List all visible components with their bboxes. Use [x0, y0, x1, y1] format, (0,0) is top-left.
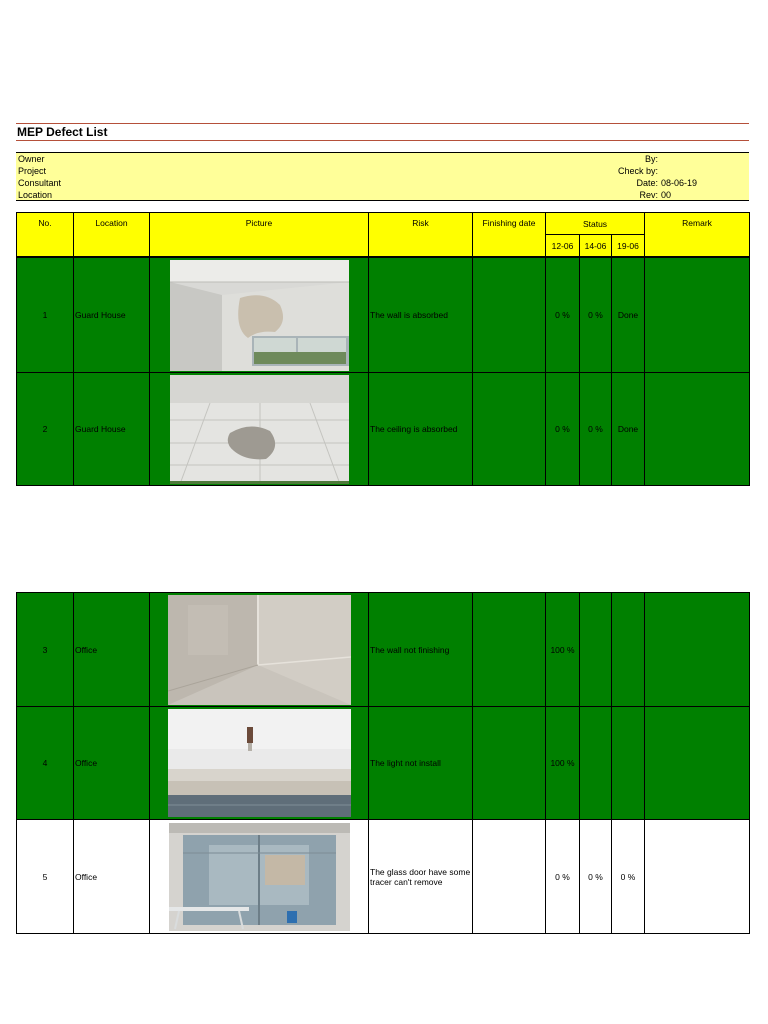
- row-status-3: 0 %: [612, 820, 645, 934]
- owner-label: Owner: [18, 154, 45, 164]
- header-remark: Remark: [645, 213, 750, 257]
- row-location: Office: [74, 593, 150, 707]
- row-remark: [645, 707, 750, 820]
- date-label: Date:: [636, 178, 658, 188]
- table-row: [17, 820, 750, 934]
- header-status-date-2: 14-06: [580, 235, 612, 257]
- row-finishing-date: [473, 820, 546, 934]
- row-no: 5: [17, 820, 74, 934]
- header-picture: Picture: [150, 213, 369, 257]
- row-location: Guard House: [74, 373, 150, 486]
- defect-table-header: [16, 212, 750, 257]
- row-status-2: 0 %: [580, 820, 612, 934]
- row-status-2: 0 %: [580, 373, 612, 486]
- row-location: Guard House: [74, 258, 150, 373]
- row-no: 3: [17, 593, 74, 707]
- row-remark: [645, 258, 750, 373]
- row-status-3: [612, 593, 645, 707]
- row-risk: The wall not finishing: [369, 593, 473, 707]
- row-status-1: 100 %: [546, 707, 580, 820]
- row-status-1: 100 %: [546, 593, 580, 707]
- ceiling-stain-photo: [170, 375, 349, 484]
- header-risk: Risk: [369, 213, 473, 257]
- row-status-1: 0 %: [546, 820, 580, 934]
- row-risk: The light not install: [369, 707, 473, 820]
- row-finishing-date: [473, 373, 546, 486]
- row-no: 4: [17, 707, 74, 820]
- wall-stain-photo: [170, 260, 349, 371]
- header-no: No.: [17, 213, 74, 257]
- row-remark: [645, 373, 750, 486]
- title-rule-bottom: [16, 140, 749, 141]
- row-status-3: [612, 707, 645, 820]
- header-status: Status: [546, 213, 645, 235]
- unfinished-wall-photo: [168, 595, 351, 705]
- row-risk: The wall is absorbed: [369, 258, 473, 373]
- row-status-2: 0 %: [580, 258, 612, 373]
- row-remark: [645, 820, 750, 934]
- table-row: [17, 258, 750, 373]
- defect-table-part-1: [16, 257, 750, 486]
- row-finishing-date: [473, 707, 546, 820]
- row-finishing-date: [473, 258, 546, 373]
- row-status-1: 0 %: [546, 373, 580, 486]
- missing-light-photo: [168, 709, 351, 817]
- project-label: Project: [18, 166, 47, 176]
- row-status-2: [580, 707, 612, 820]
- date-value: 08-06-19: [661, 178, 698, 188]
- row-status-1: 0 %: [546, 258, 580, 373]
- location-label: Location: [18, 190, 53, 200]
- row-risk: The ceiling is absorbed: [369, 373, 473, 486]
- row-no: 2: [17, 373, 74, 486]
- row-finishing-date: [473, 593, 546, 707]
- table-row: [17, 593, 750, 707]
- row-status-2: [580, 593, 612, 707]
- glass-door-photo: [169, 823, 350, 931]
- check-by-label: Check by:: [617, 166, 658, 176]
- table-row: [17, 707, 750, 820]
- header-finishing-date: Finishing date: [473, 213, 546, 257]
- header-location: Location: [74, 213, 150, 257]
- document-title: MEP Defect List: [17, 125, 108, 139]
- by-label: By:: [644, 154, 658, 164]
- row-risk: The glass door have some tracer can't remove: [369, 820, 473, 934]
- row-location: Office: [74, 707, 150, 820]
- header-status-date-1: 12-06: [546, 235, 580, 257]
- row-status-3: Done: [612, 258, 645, 373]
- rev-value: 00: [661, 190, 672, 200]
- row-picture: [150, 820, 369, 934]
- header-status-date-3: 19-06: [612, 235, 645, 257]
- rev-label: Rev:: [639, 190, 658, 200]
- project-info-block: [16, 152, 749, 201]
- row-status-3: Done: [612, 373, 645, 486]
- title-rule-top: [16, 123, 749, 124]
- table-row: [17, 373, 750, 486]
- row-picture: [150, 373, 369, 486]
- defect-table-part-2: [16, 592, 750, 934]
- row-no: 1: [17, 258, 74, 373]
- row-remark: [645, 593, 750, 707]
- row-location: Office: [74, 820, 150, 934]
- row-picture: [150, 593, 369, 707]
- consultant-label: Consultant: [18, 178, 62, 188]
- row-picture: [150, 258, 369, 373]
- row-picture: [150, 707, 369, 820]
